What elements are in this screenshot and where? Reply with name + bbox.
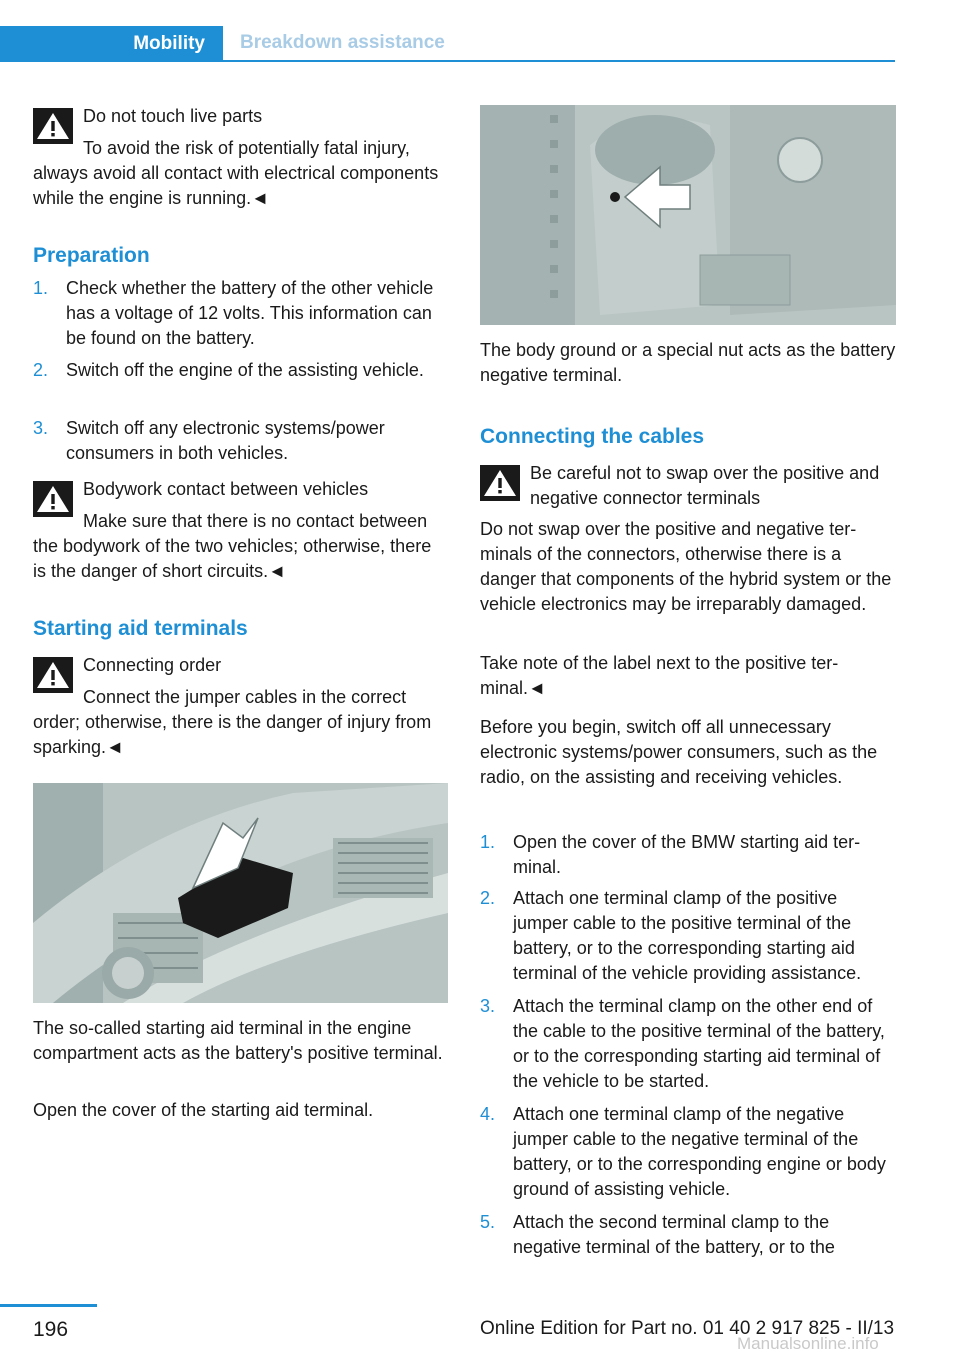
ground-nut-illustration [480,105,896,325]
paragraph: Take note of the label next to the positive terminal.◄ [480,653,839,698]
warning-title: Connecting order [83,655,222,675]
warning-triangle-icon [480,465,520,501]
heading-preparation: Preparation [33,244,150,267]
warning-title: Do not touch live parts [83,106,263,126]
paragraph: The body ground or a special nut acts as the battery negative terminal. [480,340,896,385]
paragraph: Open the cover of the starting aid terminal. [33,1100,374,1120]
heading-starting-aid-terminals: Starting aid terminals [33,617,248,640]
ground-terminal-photo [480,105,896,325]
heading-connecting-the-cables: Connecting the cables [480,425,705,448]
warning-title: Be careful not to swap over the positive and negative connector terminals [530,463,880,508]
warning-live-parts [33,104,448,214]
warning-bodywork-contact [33,477,448,587]
watermark: Manualsonline.info [737,1334,879,1353]
starting-aid-terminal-photo [33,783,448,1003]
warning-body: Connect the jumper cables in the correct order; otherwise, there is the danger of injury from sparking.◄ [33,687,432,757]
warning-body: Make sure that there is no contact between the bodywork of the two vehicles; otherwise, there is the danger of short circuits.◄ [33,511,432,581]
warning-title: Bodywork contact between vehicles [83,479,369,499]
tab-breakdown-assistance[interactable]: Breakdown assistance [223,26,895,60]
warning-swap-terminals [480,461,896,646]
footer-rule [0,1304,97,1307]
paragraph: The so-called starting aid terminal in the engine compartment acts as the battery's positive terminal. [33,1018,443,1063]
header-rule [0,60,895,62]
warning-connecting-order [33,653,448,763]
tab-mobility[interactable]: Mobility [0,26,223,62]
warning-body: Do not swap over the positive and negative terminals of the connectors, otherwise there is a danger that components of the hybrid system or the vehicle electronics may be irreparably damaged. [480,519,892,614]
warning-body: To avoid the risk of potentially fatal injury, always avoid all contact with electrical components while the engine is running.◄ [33,138,439,208]
paragraph: Before you begin, switch off all unnecessary electronic systems/power consumers, such as the radio, on the assisting and receiving vehicles. [480,717,878,787]
edition-note: Online Edition for Part no. 01 40 2 917 825 - II/13 [480,1318,895,1339]
engine-compartment-illustration [33,783,448,1003]
page-number: 196 [33,1318,69,1341]
